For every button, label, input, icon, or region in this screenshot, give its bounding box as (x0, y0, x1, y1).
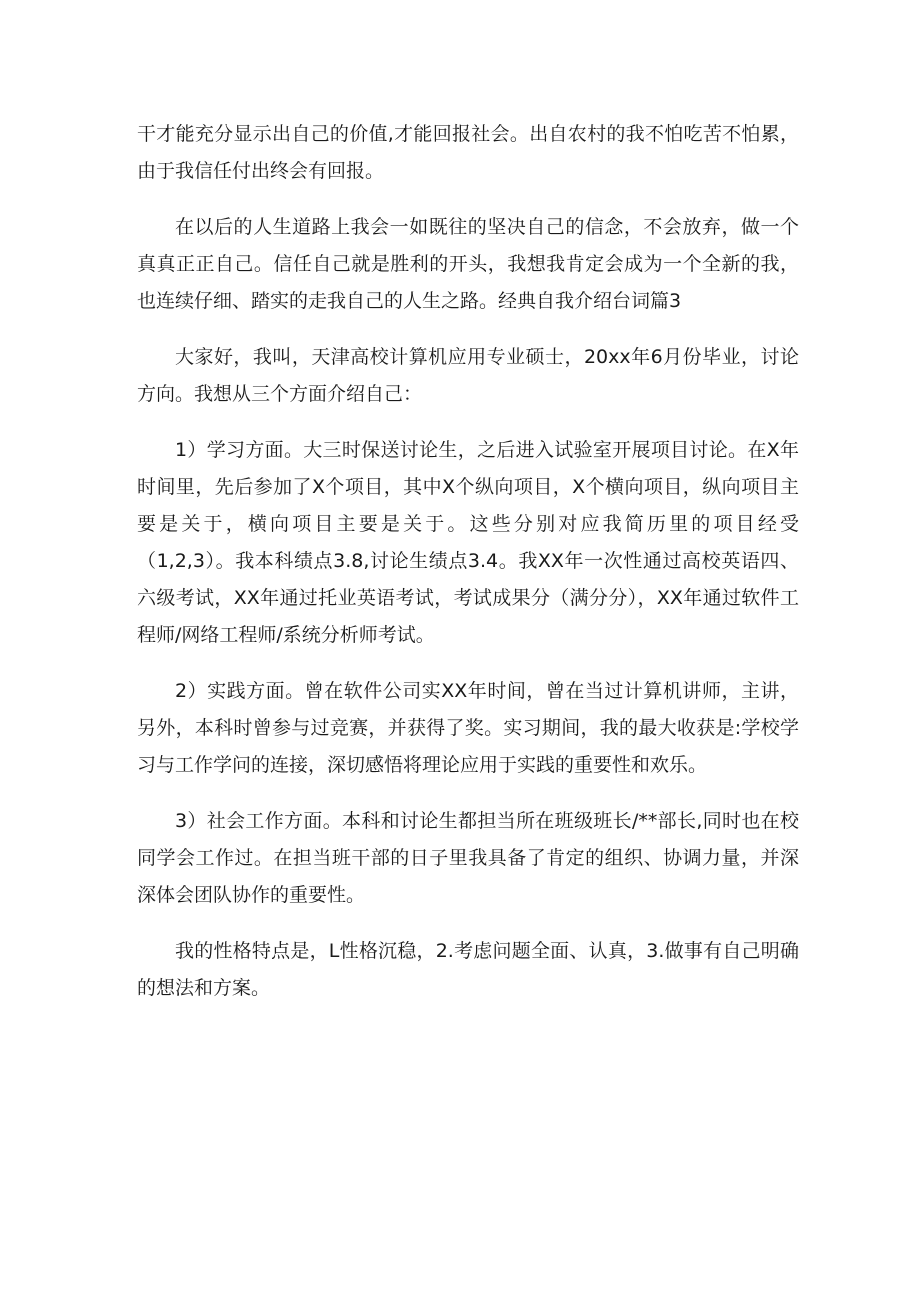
document-body (137, 116, 799, 1026)
paragraph-7: 我的性格特点是，L性格沉稳，2.考虑问题全面、认真，3.做事有自己明确的想法和方案。 (137, 940, 799, 999)
paragraph-5: 2）实践方面。曾在软件公司实XX年时间，曾在当过计算机讲师，主讲，另外，本科时曾参与过竞赛，并获得了奖。实习期间，我的最大收获是:学校学习与工作学问的连接，深切感悟将理论应用于实践的重要性和欢乐。 (137, 680, 799, 776)
paragraph-6: 3）社会工作方面。本科和讨论生都担当所在班级班长/**部长,同时也在校同学会工作过。在担当班干部的日子里我具备了肯定的组织、协调力量，并深深体会团队协作的重要性。 (137, 810, 799, 906)
paragraph-3: 大家好，我叫，天津高校计算机应用专业硕士，20xx年6月份毕业，讨论方向。我想从三个方面介绍自己： (137, 346, 799, 405)
paragraph-1: 干才能充分显示出自己的价值,才能回报社会。出自农村的我不怕吃苦不怕累，由于我信任付出终会有回报。 (137, 123, 799, 182)
paragraph-2: 在以后的人生道路上我会一如既往的坚决自己的信念，不会放弃，做一个真真正正自己。信任自己就是胜利的开头，我想我肯定会成为一个全新的我，也连续仔细、踏实的走我自己的人生之路。经典自我介绍台词篇3 (137, 216, 799, 312)
paragraph-4: 1）学习方面。大三时保送讨论生，之后进入试验室开展项目讨论。在X年时间里，先后参加了X个项目，其中X个纵向项目，X个横向项目，纵向项目主要是关于，横向项目主要是关于。这些分别对应我简历里的项目经受（1,2,3）。我本科绩点3.8,讨论生绩点3.4。我XX年一次性通过高校英语四、六级考试，XX年通过托业英语考试，考试成果分（满分分），XX年通过软件工程师/网络工程师/系统分析师考试。 (137, 439, 799, 646)
